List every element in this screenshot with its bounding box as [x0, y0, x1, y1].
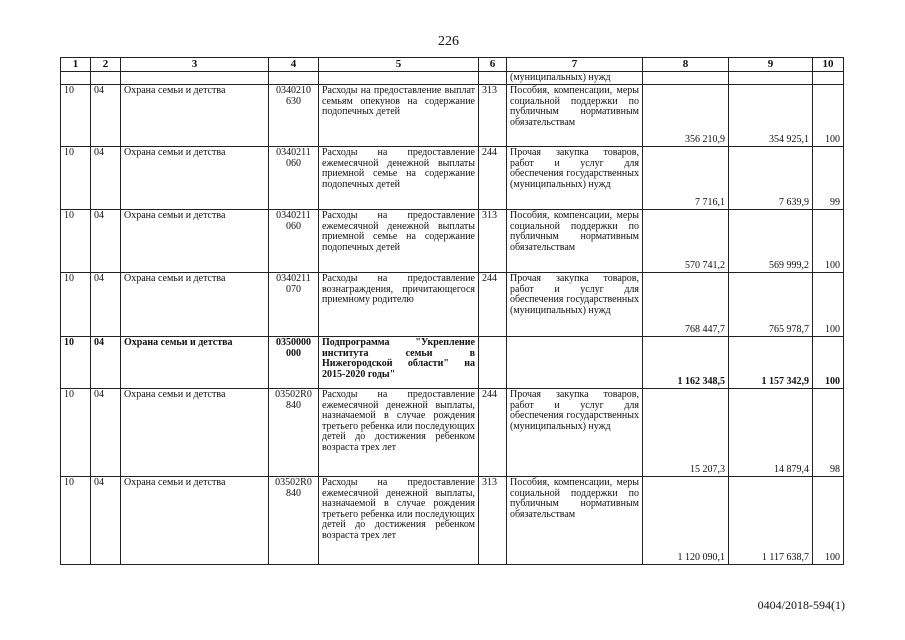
cell-c1: 10	[61, 85, 91, 147]
cell-c4: 0350000 000	[269, 337, 319, 389]
cell-c2: 04	[91, 389, 121, 477]
column-header-3: 3	[121, 58, 269, 72]
cell-c9: 1 157 342,9	[729, 337, 813, 389]
cell-c10	[813, 71, 844, 85]
cell-c2: 04	[91, 477, 121, 565]
cell-c8	[643, 71, 729, 85]
page-number: 226	[438, 34, 459, 49]
cell-c2: 04	[91, 337, 121, 389]
cell-c6: 313	[479, 85, 507, 147]
cell-c10: 100	[813, 85, 844, 147]
column-header-8: 8	[643, 58, 729, 72]
column-header-6: 6	[479, 58, 507, 72]
cell-c8: 768 447,7	[643, 273, 729, 337]
cell-c5: Расходы на предоставление ежемесячной денежной выплаты, назначаемой в случае рождения третьего ребенка или последующих детей до достижения ребенком возраста трех лет	[319, 477, 479, 565]
table-row	[61, 147, 844, 210]
cell-c6: 244	[479, 273, 507, 337]
cell-c10: 100	[813, 477, 844, 565]
cell-c3: Охрана семьи и детства	[121, 210, 269, 273]
cell-c9	[729, 71, 813, 85]
column-header-4: 4	[269, 58, 319, 72]
cell-c7: Пособия, компенсации, меры социальной поддержки по публичным нормативным обязательствам	[507, 85, 643, 147]
cell-c1: 10	[61, 210, 91, 273]
cell-c8: 15 207,3	[643, 389, 729, 477]
cell-c9: 765 978,7	[729, 273, 813, 337]
cell-c7: Пособия, компенсации, меры социальной поддержки по публичным нормативным обязательствам	[507, 477, 643, 565]
cell-c10: 98	[813, 389, 844, 477]
table-row	[61, 389, 844, 477]
cell-c5: Расходы на предоставление вознаграждения, причитающегося приемному родителю	[319, 273, 479, 337]
cell-c1	[61, 71, 91, 85]
table-row	[61, 337, 844, 389]
cell-c3: Охрана семьи и детства	[121, 477, 269, 565]
cell-c8: 1 120 090,1	[643, 477, 729, 565]
cell-c4: 03502R0 840	[269, 389, 319, 477]
cell-c7: (муниципальных) нужд	[507, 71, 643, 85]
cell-c7	[507, 337, 643, 389]
cell-c2	[91, 71, 121, 85]
cell-c3: Охрана семьи и детства	[121, 389, 269, 477]
cell-c3: Охрана семьи и детства	[121, 273, 269, 337]
cell-c9: 7 639,9	[729, 147, 813, 210]
cell-c7: Прочая закупка товаров, работ и услуг для обеспечения государственных (муниципальных) нужд	[507, 147, 643, 210]
cell-c9: 1 117 638,7	[729, 477, 813, 565]
cell-c2: 04	[91, 210, 121, 273]
cell-c4: 0340211 070	[269, 273, 319, 337]
cell-c6	[479, 337, 507, 389]
cell-c9: 569 999,2	[729, 210, 813, 273]
cell-c6: 244	[479, 147, 507, 210]
cell-c4: 0340210 630	[269, 85, 319, 147]
table-row	[61, 210, 844, 273]
cell-c1: 10	[61, 389, 91, 477]
cell-c2: 04	[91, 147, 121, 210]
cell-c9: 354 925,1	[729, 85, 813, 147]
table-row	[61, 85, 844, 147]
table-row-continuation	[61, 71, 844, 85]
cell-c6	[479, 71, 507, 85]
column-header-5: 5	[319, 58, 479, 72]
cell-c5: Подпрограмма "Укрепление института семьи в Нижегородской области" на 2015-2020 годы"	[319, 337, 479, 389]
cell-c7: Пособия, компенсации, меры социальной поддержки по публичным нормативным обязательствам	[507, 210, 643, 273]
cell-c5	[319, 71, 479, 85]
cell-c10: 100	[813, 210, 844, 273]
cell-c10: 100	[813, 273, 844, 337]
cell-c1: 10	[61, 337, 91, 389]
cell-c10: 100	[813, 337, 844, 389]
column-header-1: 1	[61, 58, 91, 72]
cell-c4: 0340211 060	[269, 210, 319, 273]
cell-c2: 04	[91, 85, 121, 147]
cell-c8: 7 716,1	[643, 147, 729, 210]
cell-c3: Охрана семьи и детства	[121, 85, 269, 147]
cell-c5: Расходы на предоставление выплат семьям опекунов на содержание подопечных детей	[319, 85, 479, 147]
budget-table	[60, 57, 844, 565]
cell-c5: Расходы на предоставление ежемесячной денежной выплаты приемной семье на содержание подопечных детей	[319, 147, 479, 210]
cell-c1: 10	[61, 147, 91, 210]
cell-c4: 0340211 060	[269, 147, 319, 210]
cell-c6: 244	[479, 389, 507, 477]
table-header-row	[61, 58, 844, 72]
cell-c8: 1 162 348,5	[643, 337, 729, 389]
cell-c4: 03502R0 840	[269, 477, 319, 565]
column-header-7: 7	[507, 58, 643, 72]
cell-c6: 313	[479, 477, 507, 565]
column-header-10: 10	[813, 58, 844, 72]
cell-c2: 04	[91, 273, 121, 337]
cell-c5: Расходы на предоставление ежемесячной денежной выплаты, назначаемой в случае рождения третьего ребенка или последующих детей до достижения ребенком возраста трех лет	[319, 389, 479, 477]
cell-c10: 99	[813, 147, 844, 210]
cell-c3: Охрана семьи и детства	[121, 337, 269, 389]
cell-c5: Расходы на предоставление ежемесячной денежной выплаты приемной семье на содержание подопечных детей	[319, 210, 479, 273]
cell-c8: 570 741,2	[643, 210, 729, 273]
cell-c7: Прочая закупка товаров, работ и услуг для обеспечения государственных (муниципальных) нужд	[507, 389, 643, 477]
cell-c9: 14 879,4	[729, 389, 813, 477]
cell-c1: 10	[61, 477, 91, 565]
column-header-2: 2	[91, 58, 121, 72]
cell-c3: Охрана семьи и детства	[121, 147, 269, 210]
cell-c8: 356 210,9	[643, 85, 729, 147]
cell-c4	[269, 71, 319, 85]
cell-c3	[121, 71, 269, 85]
cell-c6: 313	[479, 210, 507, 273]
column-header-9: 9	[729, 58, 813, 72]
table-row	[61, 477, 844, 565]
document-code: 0404/2018-594(1)	[757, 598, 845, 612]
table-row	[61, 273, 844, 337]
cell-c1: 10	[61, 273, 91, 337]
cell-c7: Прочая закупка товаров, работ и услуг для обеспечения государственных (муниципальных) нужд	[507, 273, 643, 337]
